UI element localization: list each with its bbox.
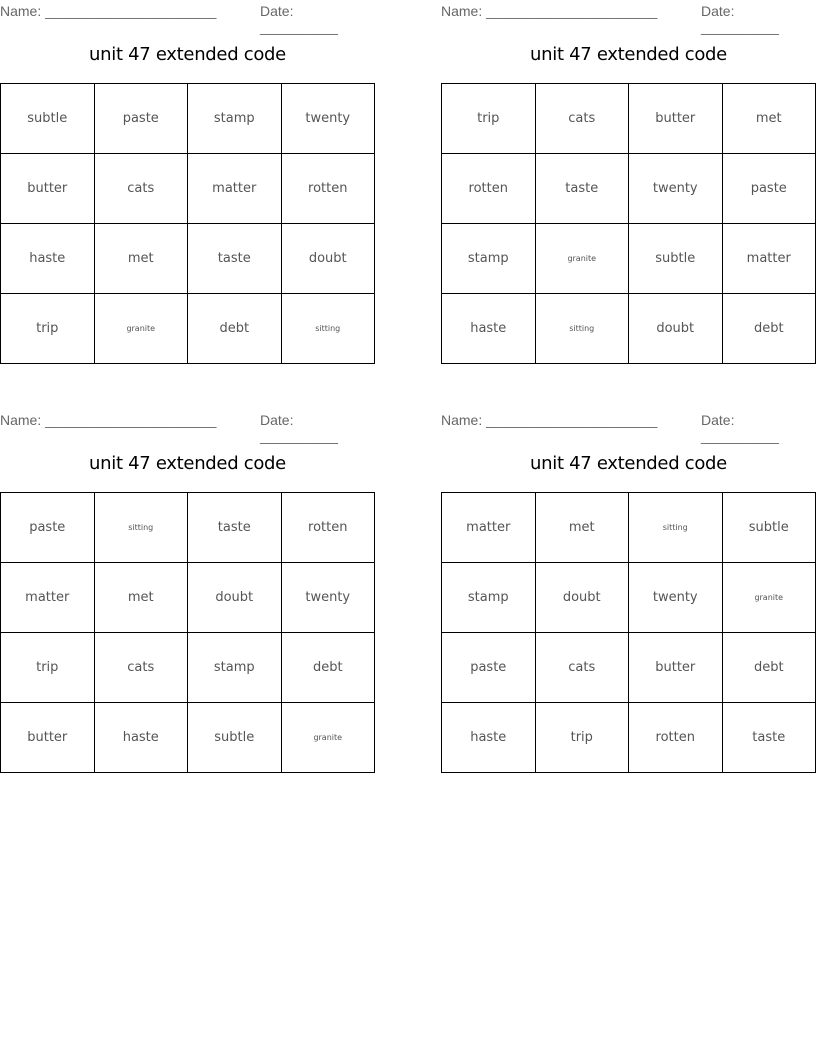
grid-cell: butter xyxy=(1,154,95,224)
grid-row xyxy=(442,703,816,773)
grid-cell: taste xyxy=(188,224,282,294)
grid-cell: paste xyxy=(94,84,188,154)
grid-cell: debt xyxy=(722,633,816,703)
grid-cell: stamp xyxy=(442,563,536,633)
grid-cell: twenty xyxy=(629,563,723,633)
grid-cell: cats xyxy=(94,633,188,703)
date-field: Date: __________ xyxy=(260,412,338,444)
grid-cell: trip xyxy=(442,84,536,154)
grid-cell: stamp xyxy=(188,84,282,154)
name-field: Name: ______________________ xyxy=(0,412,217,428)
grid-cell: matter xyxy=(442,493,536,563)
grid-cell: granite xyxy=(281,703,375,773)
card-title: unit 47 extended code xyxy=(89,453,286,474)
grid-cell: butter xyxy=(629,84,723,154)
grid-cell: sitting xyxy=(629,493,723,563)
grid-cell: taste xyxy=(722,703,816,773)
grid-cell: met xyxy=(535,493,629,563)
grid-cell: paste xyxy=(722,154,816,224)
grid-row xyxy=(1,493,375,563)
grid-cell: twenty xyxy=(281,563,375,633)
date-field: Date: __________ xyxy=(701,412,779,444)
grid-cell: granite xyxy=(535,224,629,294)
grid-row xyxy=(442,493,816,563)
grid-row xyxy=(442,563,816,633)
grid-cell: sitting xyxy=(535,294,629,364)
grid-cell: cats xyxy=(94,154,188,224)
grid-cell: granite xyxy=(94,294,188,364)
grid-row xyxy=(1,294,375,364)
grid-row xyxy=(1,224,375,294)
grid-cell: butter xyxy=(629,633,723,703)
grid-cell: rotten xyxy=(281,154,375,224)
grid-cell: paste xyxy=(442,633,536,703)
grid-row xyxy=(442,84,816,154)
grid-row xyxy=(1,563,375,633)
card-header xyxy=(441,412,816,444)
grid-cell: stamp xyxy=(442,224,536,294)
grid-cell: butter xyxy=(1,703,95,773)
card-header xyxy=(0,412,375,444)
grid-cell: subtle xyxy=(722,493,816,563)
grid-cell: twenty xyxy=(629,154,723,224)
card-header xyxy=(0,3,375,35)
grid-cell: haste xyxy=(442,294,536,364)
card-header xyxy=(441,3,816,35)
bingo-grid xyxy=(0,492,375,773)
grid-cell: matter xyxy=(1,563,95,633)
date-field: Date: __________ xyxy=(260,3,338,35)
card-title: unit 47 extended code xyxy=(89,44,286,65)
grid-row xyxy=(1,633,375,703)
bingo-grid xyxy=(0,83,375,364)
name-field: Name: ______________________ xyxy=(441,412,658,428)
grid-cell: doubt xyxy=(629,294,723,364)
grid-row xyxy=(442,154,816,224)
grid-cell: stamp xyxy=(188,633,282,703)
grid-cell: debt xyxy=(722,294,816,364)
grid-cell: sitting xyxy=(94,493,188,563)
grid-cell: taste xyxy=(535,154,629,224)
grid-cell: subtle xyxy=(1,84,95,154)
grid-cell: matter xyxy=(722,224,816,294)
grid-cell: haste xyxy=(1,224,95,294)
grid-cell: sitting xyxy=(281,294,375,364)
grid-cell: doubt xyxy=(535,563,629,633)
grid-cell: subtle xyxy=(188,703,282,773)
grid-cell: doubt xyxy=(281,224,375,294)
grid-cell: trip xyxy=(1,633,95,703)
card-title: unit 47 extended code xyxy=(530,453,727,474)
bingo-grid xyxy=(441,492,816,773)
grid-cell: doubt xyxy=(188,563,282,633)
bingo-grid xyxy=(441,83,816,364)
grid-cell: rotten xyxy=(442,154,536,224)
grid-cell: twenty xyxy=(281,84,375,154)
grid-cell: haste xyxy=(442,703,536,773)
grid-row xyxy=(1,154,375,224)
grid-cell: trip xyxy=(535,703,629,773)
grid-row xyxy=(1,703,375,773)
grid-cell: cats xyxy=(535,633,629,703)
card-title: unit 47 extended code xyxy=(530,44,727,65)
grid-cell: debt xyxy=(281,633,375,703)
name-field: Name: ______________________ xyxy=(441,3,658,19)
grid-cell: taste xyxy=(188,493,282,563)
grid-cell: rotten xyxy=(281,493,375,563)
grid-cell: paste xyxy=(1,493,95,563)
grid-cell: debt xyxy=(188,294,282,364)
grid-cell: met xyxy=(94,563,188,633)
grid-cell: met xyxy=(94,224,188,294)
grid-row xyxy=(442,294,816,364)
grid-cell: haste xyxy=(94,703,188,773)
name-field: Name: ______________________ xyxy=(0,3,217,19)
grid-row xyxy=(442,224,816,294)
grid-row xyxy=(1,84,375,154)
grid-cell: met xyxy=(722,84,816,154)
grid-cell: matter xyxy=(188,154,282,224)
grid-cell: rotten xyxy=(629,703,723,773)
grid-cell: granite xyxy=(722,563,816,633)
date-field: Date: __________ xyxy=(701,3,779,35)
grid-cell: cats xyxy=(535,84,629,154)
grid-cell: trip xyxy=(1,294,95,364)
grid-row xyxy=(442,633,816,703)
grid-cell: subtle xyxy=(629,224,723,294)
